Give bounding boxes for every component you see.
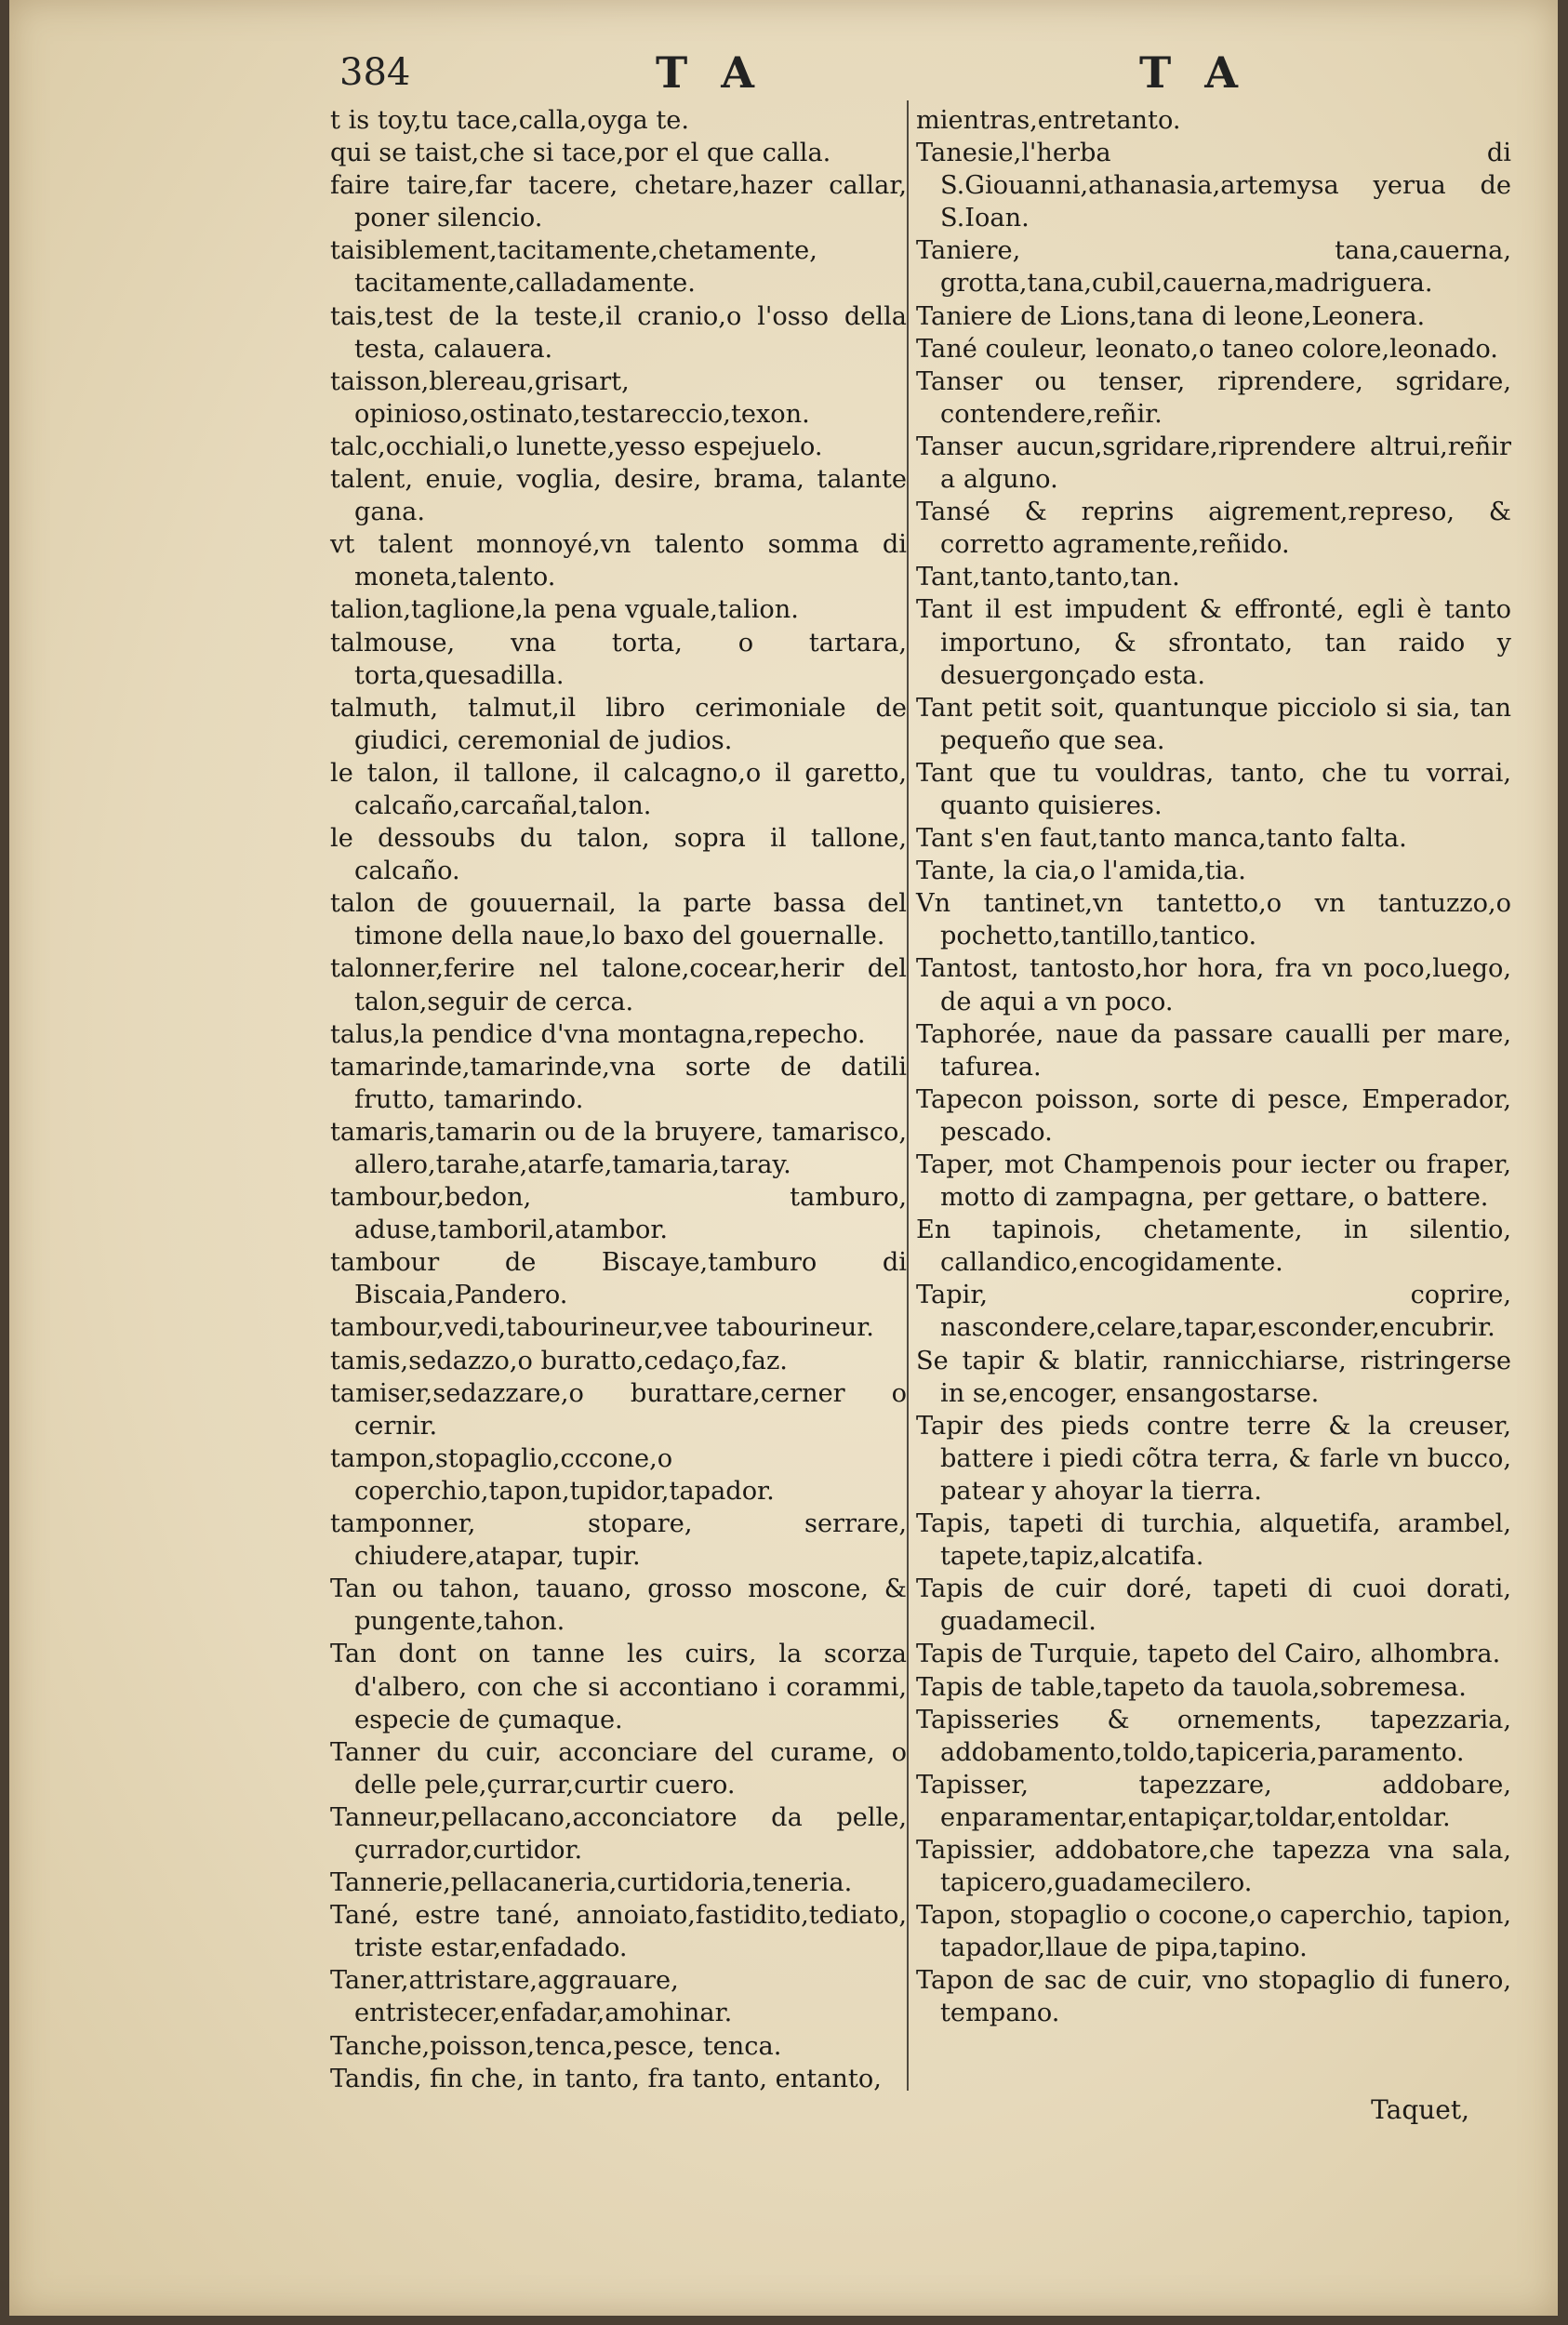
dictionary-entry: Taper, mot Champenois pour iecter ou fraper, motto di zampagna, per gettare, o battere. — [916, 1150, 1511, 1213]
dictionary-entry: Taphorée, naue da passare caualli per mare, tafurea. — [916, 1019, 1511, 1082]
dictionary-entry: Tapis de cuir doré, tapeti di cuoi dorati, guadamecil. — [916, 1574, 1511, 1637]
dictionary-entry: Tapon, stopaglio o cocone,o caperchio, tapion, tapador,llaue de pipa,tapino. — [916, 1901, 1511, 1963]
left-running-head: T A — [656, 47, 764, 98]
dictionary-entry: talc,occhiali,o lunette,yesso espejuelo. — [330, 432, 823, 461]
dictionary-entry: Tané couleur, leonato,o taneo colore,leonado. — [916, 334, 1498, 364]
dictionary-entry: vt talent monnoyé,vn talento somma di moneta,talento. — [330, 530, 907, 592]
dictionary-entry: tambour,bedon, tamburo, aduse,tamboril,atambor. — [330, 1183, 907, 1245]
dictionary-entry: Tanser aucun,sgridare,riprendere altrui,reñir a alguno. — [916, 432, 1511, 495]
dictionary-entry: Taniere, tana,cauerna, grotta,tana,cubil,cauerna,madriguera. — [916, 236, 1511, 299]
dictionary-entry: talent, enuie, voglia, desire, brama, talante gana. — [330, 465, 907, 527]
dictionary-entry: Tannerie,pellacaneria,curtidoria,teneria. — [330, 1868, 853, 1898]
dictionary-entry: talmuth, talmut,il libro cerimoniale de giudici, ceremonial de judios. — [330, 693, 907, 755]
dictionary-entry: taisson,blereau,grisart, opinioso,ostinato,testareccio,texon. — [330, 366, 810, 429]
dictionary-entry: Tant petit soit, quantunque picciolo si sia, tan pequeño que sea. — [916, 693, 1511, 755]
dictionary-entry: tampon,stopaglio,cccone,o coperchio,tapon,tupidor,tapador. — [330, 1443, 775, 1506]
dictionary-entry: Tané, estre tané, annoiato,fastidito,tediato, triste estar,enfadado. — [330, 1901, 907, 1963]
dictionary-entry: tamponner, stopare, serrare, chiudere,atapar, tupir. — [330, 1509, 907, 1572]
dictionary-entry: talion,taglione,la pena vguale,talion. — [330, 595, 799, 625]
dictionary-entry: Tant que tu vouldras, tanto, che tu vorrai, quanto quisieres. — [916, 758, 1511, 820]
dictionary-entry: Tant s'en faut,tanto manca,tanto falta. — [916, 824, 1407, 854]
dictionary-entry: Tapir des pieds contre terre & la creuser, battere i piedi cõtra terra, & farle vn bucco, patear y ahoyar la tierra. — [916, 1411, 1511, 1506]
catchword: Taquet, — [1371, 2094, 1469, 2125]
dictionary-entry: Tan dont on tanne les cuirs, la scorza d'albero, con che si accontiano i corammi, especie de çumaque. — [330, 1640, 907, 1734]
dictionary-entry: Tandis, fin che, in tanto, fra tanto, entanto, — [330, 2064, 882, 2093]
dictionary-entry: Tapissier, addobatore,che tapezza vna sala, tapicero,guadamecilero. — [916, 1835, 1511, 1898]
dictionary-entry: Tapis, tapeti di turchia, alquetifa, arambel, tapete,tapiz,alcatifa. — [916, 1509, 1511, 1572]
dictionary-entry: Vn tantinet,vn tantetto,o vn tantuzzo,o pochetto,tantillo,tantico. — [916, 889, 1511, 951]
dictionary-entry: Tanche,poisson,tenca,pesce, tenca. — [330, 2031, 782, 2061]
dictionary-entry: Taniere de Lions,tana di leone,Leonera. — [916, 301, 1426, 331]
dictionary-entry: Tanner du cuir, acconciare del curame, o delle pele,çurrar,curtir cuero. — [330, 1737, 907, 1800]
dictionary-entry: talon de gouuernail, la parte bassa del timone della naue,lo baxo del gouernalle. — [330, 889, 907, 951]
dictionary-entry: tamarinde,tamarinde,vna sorte de datili frutto, tamarindo. — [330, 1052, 907, 1114]
dictionary-entry: le talon, il tallone, il calcagno,o il garetto, calcaño,carcañal,talon. — [330, 758, 907, 820]
dictionary-entry: talonner,ferire nel talone,cocear,herir del talon,seguir de cerca. — [330, 954, 907, 1016]
dictionary-entry: Tanesie,l'herba di S.Giouanni,athanasia,artemysa yerua de S.Ioan. — [916, 139, 1511, 233]
dictionary-entry: Tanneur,pellacano,acconciatore da pelle, çurrador,curtidor. — [330, 1802, 907, 1865]
dictionary-entry: Se tapir & blatir, rannicchiarse, ristringerse in se,encoger, ensangostarse. — [916, 1346, 1511, 1408]
dictionary-entry: tambour,vedi,tabourineur,vee tabourineur. — [330, 1313, 874, 1343]
dictionary-entry: talmouse, vna torta, o tartara, torta,quesadilla. — [330, 628, 907, 690]
dictionary-entry: mientras,entretanto. — [916, 106, 1181, 135]
dictionary-entry: taisiblement,tacitamente,chetamente, tacitamente,calladamente. — [330, 236, 817, 299]
dictionary-entry: Tant,tanto,tanto,tan. — [916, 563, 1180, 592]
dictionary-entry: t is toy,tu tace,calla,oyga te. — [330, 106, 690, 135]
dictionary-entry: Tapisseries & ornements, tapezzaria, addobamento,toldo,tapiceria,paramento. — [916, 1705, 1511, 1767]
dictionary-entry: Tanser ou tenser, riprendere, sgridare, contendere,reñir. — [916, 366, 1511, 429]
right-running-head: T A — [1139, 47, 1247, 98]
dictionary-entry: faire taire,far tacere, chetare,hazer callar, poner silencio. — [330, 171, 907, 233]
dictionary-entry: Tapis de table,tapeto da tauola,sobremesa. — [916, 1672, 1467, 1702]
dictionary-entry: qui se taist,che si tace,por el que calla. — [330, 139, 831, 168]
dictionary-entry: talus,la pendice d'vna montagna,repecho. — [330, 1019, 866, 1049]
right-column — [916, 104, 1511, 2030]
left-column — [330, 104, 907, 2095]
dictionary-entry: Tapecon poisson, sorte di pesce, Emperador, pescado. — [916, 1084, 1511, 1147]
page-header — [9, 47, 1558, 107]
dictionary-entry: le dessoubs du talon, sopra il tallone, calcaño. — [330, 824, 907, 886]
dictionary-entry: Tapon de sac de cuir, vno stopaglio di funero, tempano. — [916, 1966, 1511, 2028]
dictionary-entry: tambour de Biscaye,tamburo di Biscaia,Pandero. — [330, 1248, 907, 1310]
dictionary-entry: Taner,attristare,aggrauare, entristecer,enfadar,amohinar. — [330, 1966, 733, 2028]
dictionary-entry: tais,test de la teste,il cranio,o l'osso della testa, calauera. — [330, 301, 907, 364]
dictionary-entry: Tapisser, tapezzare, addobare, enparamentar,entapiçar,toldar,entoldar. — [916, 1770, 1511, 1832]
book-page — [9, 0, 1558, 2316]
dictionary-entry: Tapis de Turquie, tapeto del Cairo, alhombra. — [916, 1640, 1501, 1669]
dictionary-entry: Tapir, coprire, nascondere,celare,tapar,esconder,encubrir. — [916, 1281, 1511, 1343]
dictionary-entry: tamaris,tamarin ou de la bruyere, tamarisco, allero,tarahe,atarfe,tamaria,taray. — [330, 1117, 907, 1179]
dictionary-entry: Tante, la cia,o l'amida,tia. — [916, 857, 1246, 886]
dictionary-entry: Tant il est impudent & effronté, egli è tanto importuno, & sfrontato, tan raido y desuergonçado esta. — [916, 595, 1511, 690]
dictionary-entry: En tapinois, chetamente, in silentio, callandico,encogidamente. — [916, 1216, 1511, 1278]
dictionary-entry: tamiser,sedazzare,o burattare,cerner o cernir. — [330, 1378, 907, 1441]
column-divider — [907, 100, 909, 2091]
dictionary-entry: tamis,sedazzo,o buratto,cedaço,faz. — [330, 1346, 788, 1375]
dictionary-entry: Tan ou tahon, tauano, grosso moscone, & pungente,tahon. — [330, 1574, 907, 1637]
dictionary-entry: Tansé & reprins aigrement,represo, & corretto agramente,reñido. — [916, 498, 1511, 560]
page-number: 384 — [339, 51, 411, 94]
dictionary-entry: Tantost, tantosto,hor hora, fra vn poco,luego, de aqui a vn poco. — [916, 954, 1511, 1016]
